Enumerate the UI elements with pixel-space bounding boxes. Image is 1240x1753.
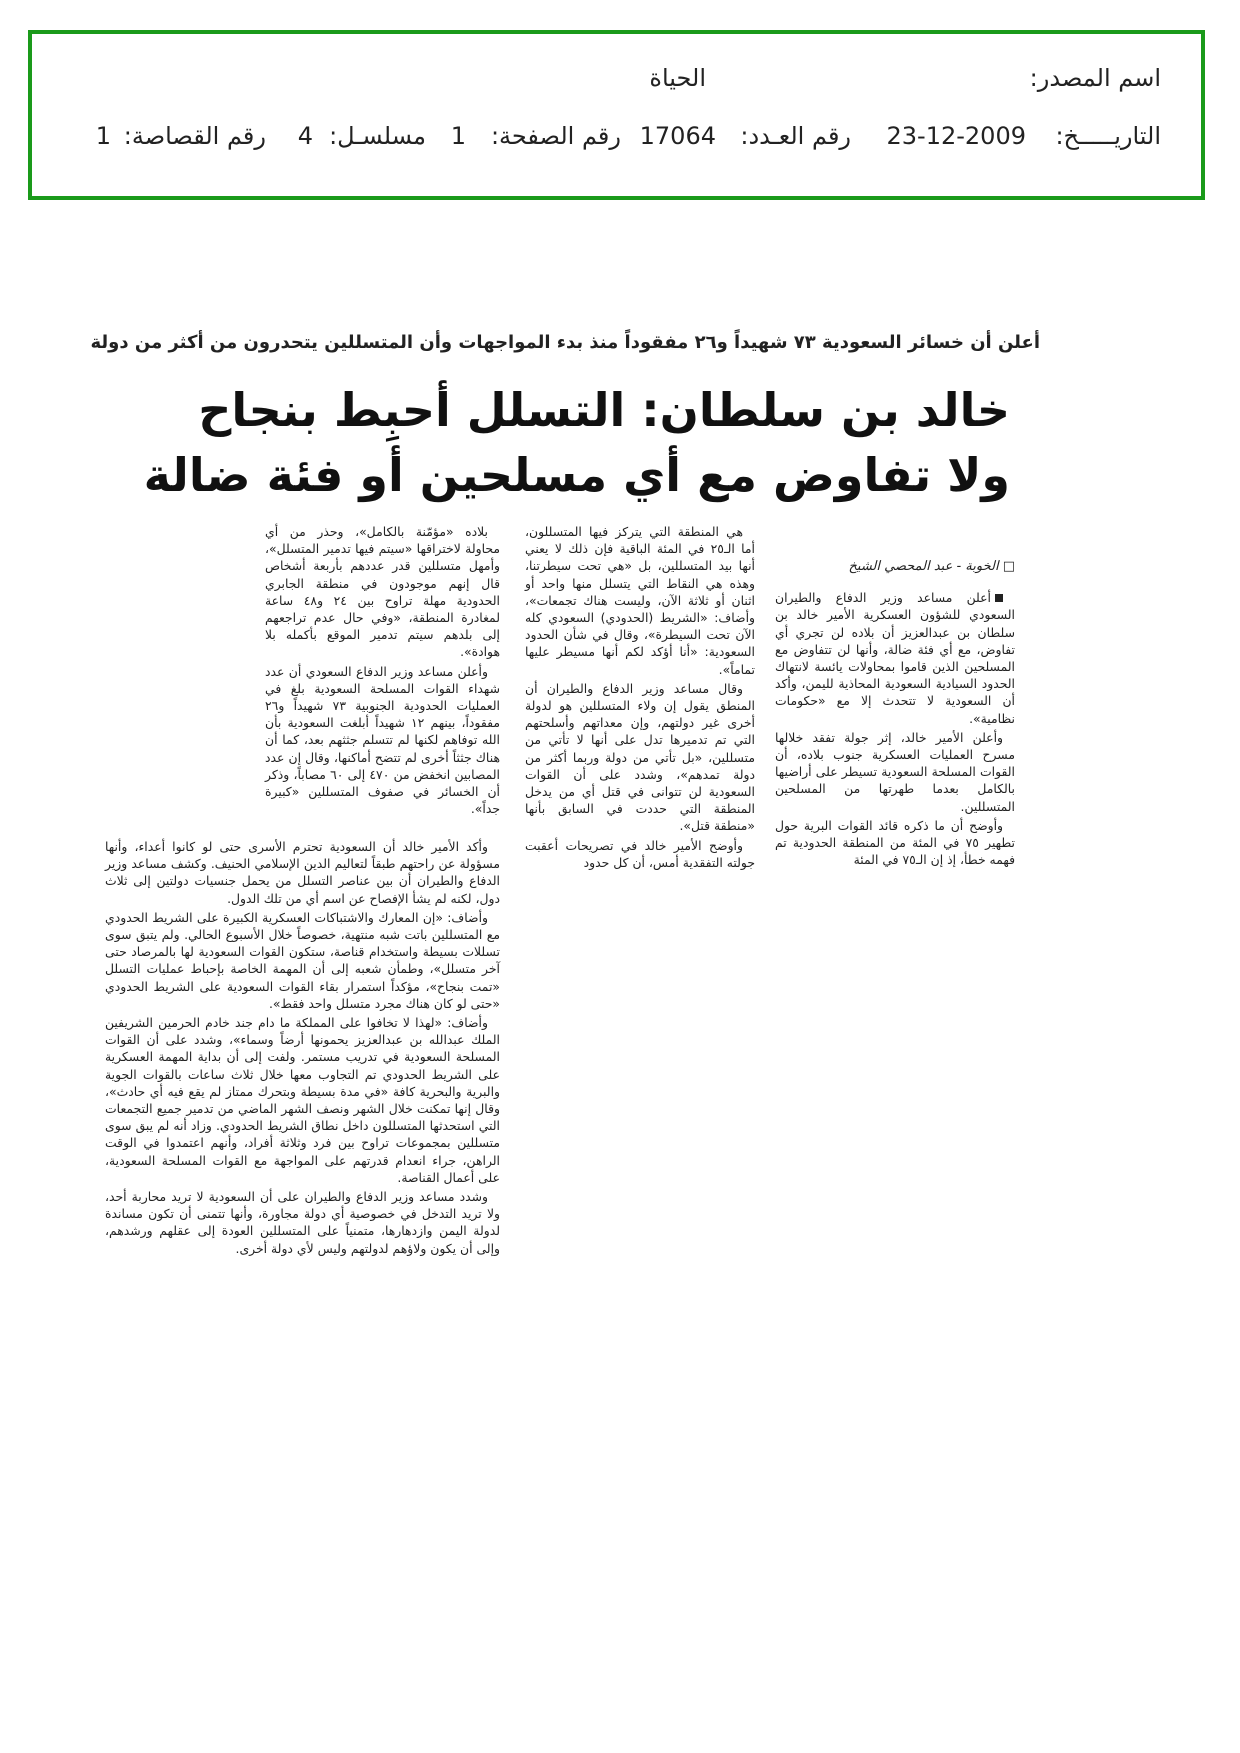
byline-text: الخوبة - عبد المحصي الشيخ xyxy=(848,559,999,574)
article-column-1 xyxy=(775,558,1015,870)
paragraph: وأضاف: «لهذا لا تخافوا على المملكة ما دام جند خادم الحرمين الشريفين الملك عبدالله بن عبدالعزيز يحمونها أرضاً وسماء»، وشدد على أن القوات المسلحة السعودية في تدريب مستمر. ولفت إلى أن بداية المهمة العسكرية على الشريط الحدودي تم التجاوب معها خلال ثلاث ساعات بالقوات الجوية والبرية والبحرية كافة «في مدة بسيطة وبتحرك ممتاز لم يقع فيه أي حادث»، وقال إنها تمكنت خلال الشهر ونصف الشهر الماضي من تدمير جميع التجمعات التي استحدثها المتسللون داخل نطاق الشريط الحدودي. وزاد أنه لم يبق سوى متسللين بمجموعات تراوح بين فرد وثلاثة أفراد، وأنهم اعتمدوا في الوقت الراهن، جراء انعدام قدرتهم على المواجهة مع القوات المسلحة السعودية، على أعمال القناصة. xyxy=(105,1015,500,1185)
issue-value: 17064 xyxy=(639,122,716,150)
paragraph xyxy=(775,589,1015,727)
article-kicker: أعلن أن خسائر السعودية ٧٣ شهيداً و٢٦ مفقوداً منذ بدء المواجهات وأن المتسللين يتحدرون من أكثر من دولة xyxy=(90,332,1040,353)
page-label: رقم الصفحة: xyxy=(490,122,621,150)
paragraph: وأعلن الأمير خالد، إثر جولة تفقد خلالها مسرح العمليات العسكرية جنوب بلاده، أن القوات المسلحة السعودية تسيطر على أراضيها بالكامل بعدما طهرتها من المسلحين المتسللين. xyxy=(775,729,1015,814)
date-value: 23-12-2009 xyxy=(886,122,1026,150)
byline: □ الخوبة - عبد المحصي الشيخ xyxy=(848,559,1015,574)
date-label: التاريـــــخ: xyxy=(1055,122,1161,150)
bullet-square-icon xyxy=(995,594,1003,602)
page-value: 1 xyxy=(450,122,466,150)
clip-label: رقم القصاصة: xyxy=(123,122,266,150)
headline-line-2: ولا تفاوض مع أي مسلحين أو فئة ضالة xyxy=(143,448,1010,502)
source-label: اسم المصدر: xyxy=(1029,64,1161,92)
issue-label: رقم العـدد: xyxy=(740,122,851,150)
paragraph: وأكد الأمير خالد أن السعودية تحترم الأسرى حتى لو كانوا أعداء، وأنها مسؤولة عن راحتهم طبقاً لتعاليم الدين الإسلامي الحنيف. وكشف مساعد وزير الدفاع والطيران أن بين عناصر التسلل من يحمل جنسيات دولتين إلى ثلاث دول، لكنه لم يشأ الإفصاح عن اسم أي من تلك الدول. xyxy=(105,839,500,906)
source-value: الحياة xyxy=(649,64,706,92)
paragraph: بلاده «مؤمّنة بالكامل»، وحذر من أي محاولة لاختراقها «سيتم فيها تدمير المتسلل»، وأمهل متسللين قدر عددهم بأربعة أشخاص قال إنهم موجودون في منطقة الجابري الحدودية مهلة تراوح بين ٢٤ و٤٨ ساعة لمغادرة المنطقة، «وفي حال عدم تراجعهم إلى بلدهم سيتم تدمير الموقع بأكمله بلا هوادة». xyxy=(265,524,500,660)
article-column-3-wide xyxy=(105,838,500,1259)
article-column-3-top xyxy=(265,523,500,819)
paragraph: وأضاف: «إن المعارك والاشتباكات العسكرية الكبيرة على الشريط الحدودي مع المتسللين باتت شبه منتهية، خصوصاً خلال الأسبوع الحالي. ولم يتبق سوى تسللات بسيطة واستخدام قناصة، ستكون القوات السعودية لها بالمرصاد حتى آخر متسلل»، وطمأن شعبه إلى أن المهمة الخاصة بإحباط عمليات التسلل «تمت بنجاح»، مؤكداً استمرار بقاء القوات السعودية على الشريط الحدودي «حتى لو كان هناك مجرد متسلل واحد فقط». xyxy=(105,909,500,1011)
paragraph: وقال مساعد وزير الدفاع والطيران أن المنطق يقول إن ولاء المتسللين هو لدولة أخرى غير دولتهم، وإن معداتهم وأسلحتهم التي تم تدميرها تدل على أنها لا تأتي من متسللين، «بل تأتي من دولة وربما أكثر من دولة تمدهم»، وشدد على أن القوات السعودية لن تتوانى في قتل أي من يدخل المنطقة التي حددت في السابق بأنها «منطقة قتل». xyxy=(525,680,755,834)
paragraph-text: أعلن مساعد وزير الدفاع والطيران السعودي للشؤون العسكرية الأمير خالد بن سلطان بن عبدالعزيز أن بلاده لن تجري أي تفاوض، مع أي فئة ضالة، وأنها لن تتفاوض مع المسلحين الذين قاموا بمحاولات يائسة لانتهاك الحدود السيادية السعودية المحاذية لليمن، وأكد أن السعودية لا تتحدث إلا مع «حكومات نظامية». xyxy=(775,590,1015,726)
paragraph: وأوضح الأمير خالد في تصريحات أعقبت جولته التفقدية أمس، أن كل حدود xyxy=(525,837,755,870)
serial-value: 4 xyxy=(297,122,313,150)
paragraph: وأوضح أن ما ذكره قائد القوات البرية حول تطهير ٧٥ في المئة من المنطقة الحدودية تم فهمه خطأ، إذ إن الـ٧٥ في المئة xyxy=(775,817,1016,868)
paragraph: وشدد مساعد وزير الدفاع والطيران على أن السعودية لا تريد محاربة أحد، ولا تريد التدخل في خصوصية أي دولة مجاورة، وأنها تتمنى أن تكون مساندة لدولة اليمن وازدهارها، متمنياً على المتسللين العودة إلى عقلهم ورشدهم، وإلى أن يكون ولاؤهم لدولتهم وليس لأي دولة أخرى. xyxy=(105,1189,500,1256)
paragraph: وأعلن مساعد وزير الدفاع السعودي أن عدد شهداء القوات المسلحة السعودية بلغ في العمليات الحدودية الجنوبية ٧٣ شهيداً و٢٦ مفقوداً، بينهم ١٢ شهيداً أبلغت السعودية بأن الله توفاهم لكنها لم تتسلم جثثهم بعد، كما أن هناك جثثاً أخرى لم تتضح أماكنها، وقال إن عدد المصابين انخفض من ٤٧٠ إلى ٦٠ مصاباً، وذكر أن الخسائر في صفوف المتسللين «كبيرة جداً». xyxy=(265,663,500,817)
clip-value: 1 xyxy=(95,122,111,150)
serial-label: مسلسـل: xyxy=(329,122,426,150)
headline-line-1: خالد بن سلطان: التسلل أحبِط بنجاح xyxy=(198,383,1010,437)
paragraph: هي المنطقة التي يتركز فيها المتسللون، أما الـ٢٥ في المئة الباقية فإن ذلك لا يعني أنها بيد المتسللين، بل «هي تحت سيطرتنا، وهذه هي النقاط التي يتسلل منها واحد أو اثنان أو ثلاثة الآن، وليست هناك تجمعات»، وأضاف: «الشريط (الحدودي) السعودي كله الآن تحت السيطرة»، وقال في شأن الحدود السعودية: «أنا أؤكد لكم أنها مسيطر عليها تماماً». xyxy=(525,524,755,677)
article-column-2 xyxy=(525,523,755,873)
